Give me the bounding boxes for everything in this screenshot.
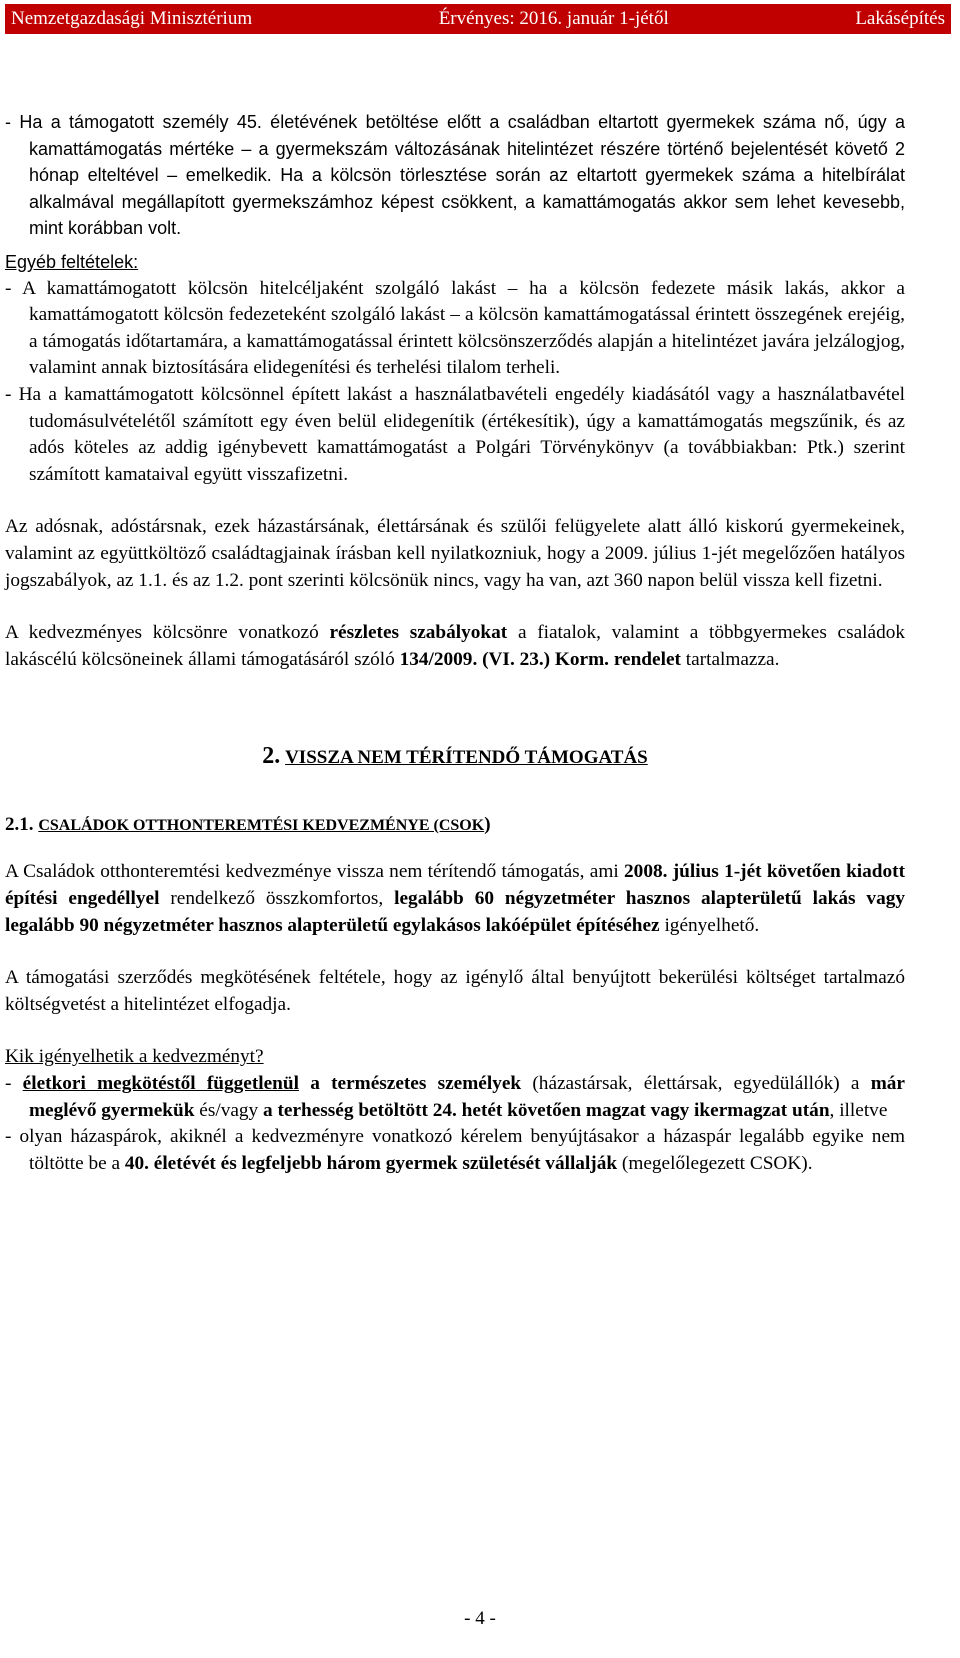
page-number: - 4 - xyxy=(464,1608,496,1629)
eligibility-item-2: - olyan házaspárok, akiknél a kedvezményre vonatkozó kérelem benyújtásakor a házaspár legalább egyike nem töltötte be a 40. életévét és legfeljebb három gyermek születését vállalják (megelőlegezett CSOK). xyxy=(5,1126,905,1174)
section-2-1-heading: 2.1. CSALÁDOK OTTHONTEREMTÉSI KEDVEZMÉNYE (CSOK) xyxy=(5,813,491,835)
paragraph-contract: A támogatási szerződés megkötésének feltétele, hogy az igénylő által benyújtott bekerülési költséget tartalmazó költségvetést a hitelintézet elfogadja. xyxy=(5,967,905,1015)
other-conditions-heading: Egyéb feltételek: xyxy=(5,251,139,272)
section-2-heading: 2. VISSZA NEM TÉRÍTENDŐ TÁMOGATÁS xyxy=(262,743,648,770)
paragraph-regulation: A kedvezményes kölcsönre vonatkozó részletes szabályokat a fiatalok, valamint a többgyermekes családok lakáscélú kölcsöneinek állami támogatásáról szóló 134/2009. (VI. 23.) Korm. rendelet tartalmazza. xyxy=(5,622,906,670)
paragraph-declaration: Az adósnak, adóstársnak, ezek házastársának, élettársának és szülői felügyelete alatt álló kiskorú gyermekeinek, valamint az együttköltöző családtagjainak írásban kell nyilatkozniuk, hogy a 2009. július 1-jét megelőzően hatályos jogszabályok, az 1.1. és az 1.2. pont szerinti kölcsönük nincs, vagy ha van, azt 360 napon belül vissza kell fizetni. xyxy=(5,516,905,591)
eligibility-heading: Kik igényelhetik a kedvezményt? xyxy=(5,1046,264,1068)
other-conditions-item-2: - Ha a kamattámogatott kölcsönnel épített lakást a használatbavételi engedély kiadásától vagy a használatbavétel tudomásulvételétől számított egy éven belül elidegenítik (értékesítik), úgy a kamattámogatás megszűnik, és az adós köteles az addig igénybevett kamattámogatást a Polgári Törvénykönyv (a továbbiakban: Ptk.) szerint számított kamataival együtt visszafizetni. xyxy=(5,383,905,485)
paragraph-csok: A Családok otthonteremtési kedvezménye vissza nem térítendő támogatás, ami 2008. július 1-jét követően kiadott építési engedéllyel rendelkező összkomfortos, legalább 60 négyzetméter hasznos alapterületű lakás vagy legalább 90 négyzetméter hasznos alapterületű egylakásos lakóépület építéséhez igényelhető. xyxy=(5,861,906,936)
page-header xyxy=(5,4,951,34)
document-body xyxy=(5,109,905,1177)
header-ministry: Nemzetgazdasági Minisztérium xyxy=(11,8,253,29)
header-validity: Érvényes: 2016. január 1-jétől xyxy=(438,8,669,29)
other-conditions-item-1: - A kamattámogatott kölcsön hitelcéljaként szolgáló lakást – ha a kölcsön fedezete másik lakás, akkor a kamattámogatott kölcsön fedezeteként szolgáló lakást – a kölcsön kamattámogatással érintett összegének erejéig, a támogatás időtartamára, a kamattámogatással érintett kölcsönszerződés alapján a hitelintézet javára jelzálogjog, valamint annak biztosítására elidegenítési és terhelési tilalom terheli. xyxy=(5,277,905,379)
header-topic: Lakásépítés xyxy=(855,8,945,29)
eligibility-item-1: - életkori megkötéstől függetlenül a természetes személyek (házastársak, élettársak, egyedülállók) a már meglévő gyermekük és/vagy a terhesség betöltött 24. hetét követően magzat vagy ikermagzat után, illetve xyxy=(5,1073,905,1121)
paragraph-child-count: - Ha a támogatott személy 45. életévének betöltése előtt a családban eltartott gyermekek száma nő, úgy a kamattámogatás mértéke – a gyermekszám változásának hitelintézet részére történő bejelentését követő 2 hónap elteltével – emelkedik. Ha a kölcsön törlesztése során az eltartott gyermekek száma a hitelbírálat alkalmával megállapított gyermekszámhoz képest csökkent, a kamattámogatás akkor sem lehet kevesebb, mint korábban volt. xyxy=(5,112,905,239)
